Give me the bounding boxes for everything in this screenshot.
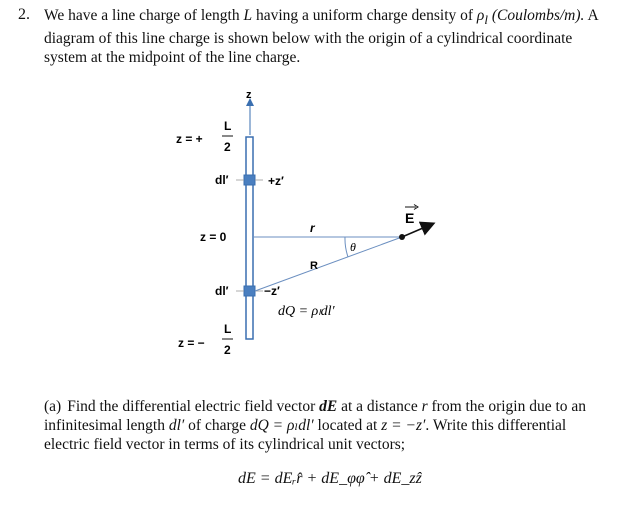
R-label: R [310, 260, 318, 272]
z-axis-label: z [246, 89, 252, 101]
z-location: z = −z′ [381, 417, 426, 434]
z-top-label: z = + [176, 132, 203, 146]
part-text: of charge [184, 417, 250, 434]
dl-element-top [244, 175, 255, 185]
z-bottom-label: z = − [178, 336, 205, 350]
line-charge-rod [246, 137, 253, 339]
frac-den-top: 2 [224, 140, 231, 154]
part-text: . Write this differential electric field vector in terms of its cylindrical unit vectors; [44, 417, 567, 453]
dE-symbol: dE [319, 398, 338, 415]
part-text: at a distance [337, 398, 422, 415]
line-charge-diagram [0, 80, 644, 370]
dl-top-label: dl′ [215, 173, 229, 187]
part-a-text [44, 397, 614, 454]
units-text: (Coulombs/m). [491, 7, 585, 24]
problem-number: 2. [18, 6, 30, 23]
dl-element-bottom [244, 286, 255, 296]
R-line [255, 237, 402, 291]
problem-statement [44, 6, 614, 67]
part-text: Find the differential electric field vector [67, 398, 320, 415]
r-symbol: r [421, 398, 428, 415]
frac-den-bottom: 2 [224, 343, 231, 357]
length-symbol: L [243, 7, 253, 24]
rho-subscript: l [484, 12, 488, 28]
E-label: E [405, 210, 415, 226]
z0-label: z = 0 [200, 230, 227, 244]
dQ-label: dQ = ρₗdl′ [278, 304, 335, 319]
rho-symbol: ρ [476, 7, 485, 24]
part-text: from the origin due to an infinitesimal length [44, 398, 587, 434]
statement-text: A diagram of this line charge is shown below with the origin of a cylindrical coordinate system at the midpoint of the line charge. [44, 7, 598, 67]
plus-zprime-label: +z′ [268, 174, 284, 188]
E-vector [402, 225, 430, 237]
minus-zprime-label: −z′ [264, 284, 280, 298]
dl-bottom-label: dl′ [215, 284, 229, 298]
frac-num-bottom: L [224, 322, 232, 336]
part-text: located at [313, 417, 382, 434]
frac-num-top: L [224, 119, 232, 133]
part-label: (a) [44, 398, 62, 415]
theta-arc [345, 237, 348, 257]
r-label: r [310, 221, 315, 235]
theta-label: θ [350, 240, 356, 254]
field-equation: dE = dEᵣr̂ + dE_φφ̂ + dE_zẑ [238, 470, 422, 487]
statement-text: having a uniform charge density of [252, 7, 477, 24]
dl-symbol: dl′ [168, 417, 185, 434]
dQ-symbol: dQ = ρₗdl′ [249, 417, 314, 434]
statement-text: We have a line charge of length [44, 7, 244, 24]
